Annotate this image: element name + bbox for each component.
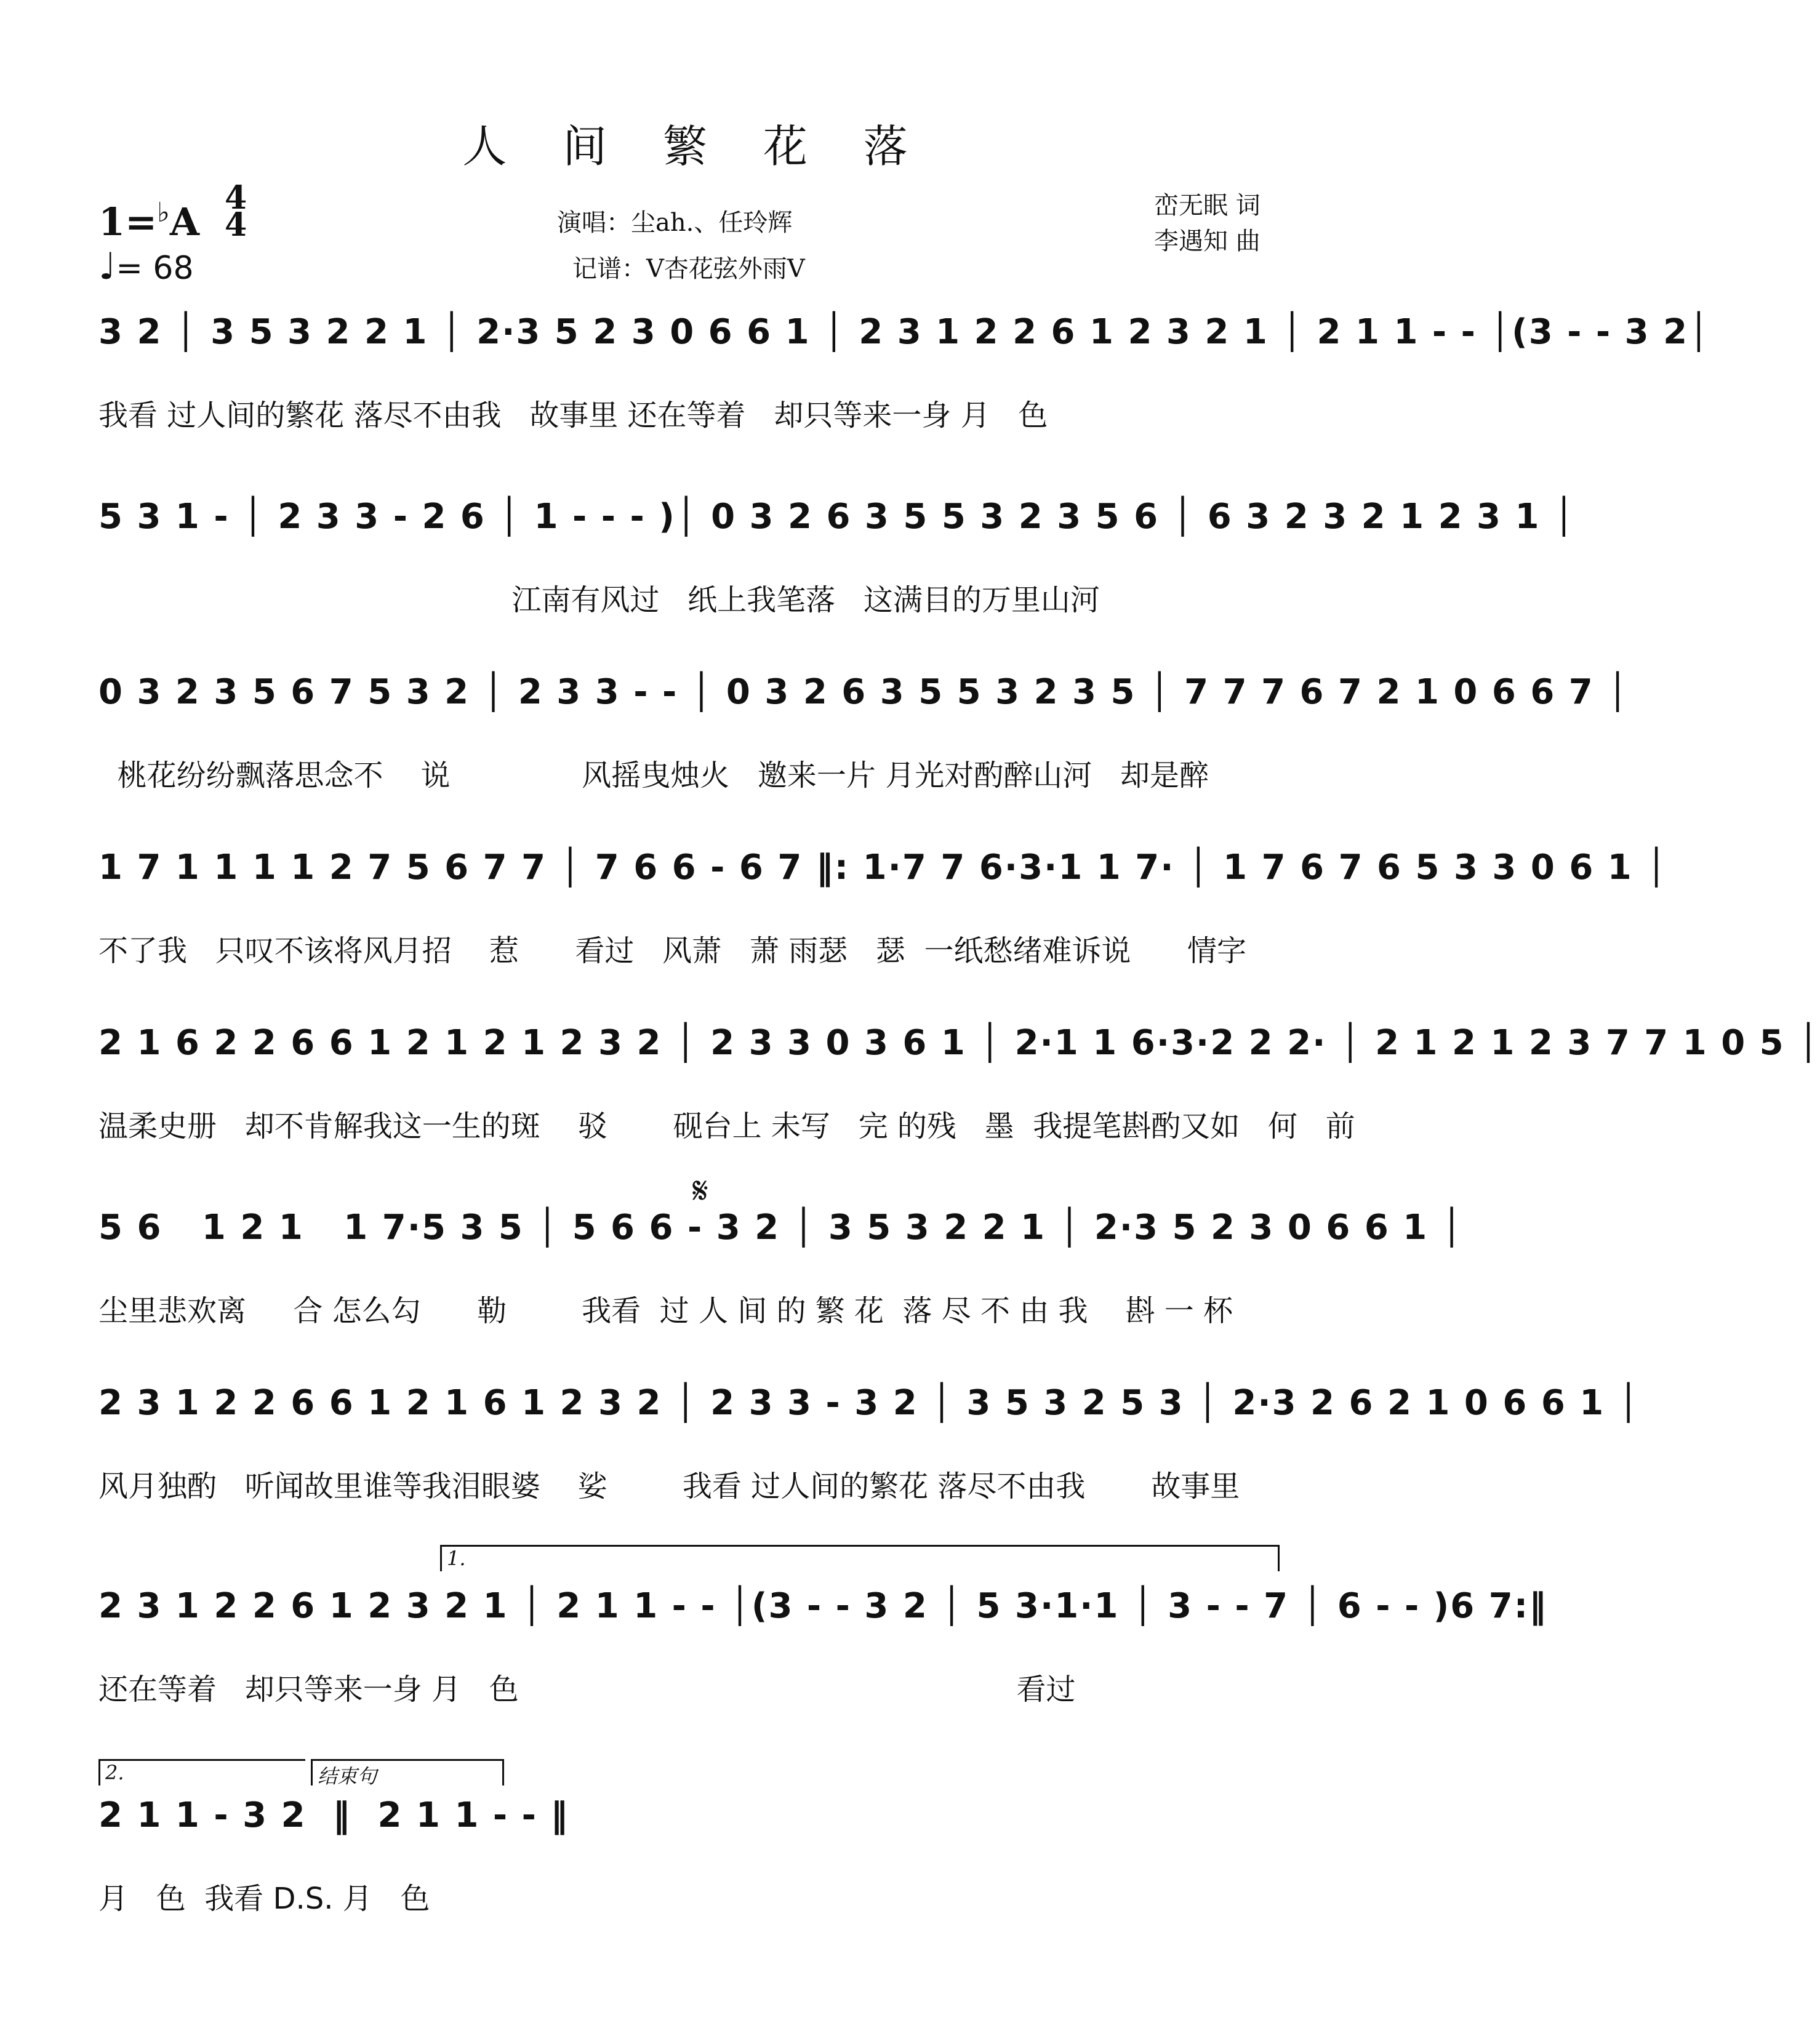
composer-credit: 李遇知 曲 <box>1154 227 1261 255</box>
staff-line-3 <box>98 668 1629 794</box>
staff-line-9 <box>98 1791 1293 1917</box>
notes-line: 2 3 1 2 2 6 6 1 2 1 6 1 2 3 2 │ 2 3 3 - 3 2 │ 3 5 3 2 5 3 │ 2·3 2 6 2 1 0 6 6 1 │ <box>98 1383 1640 1423</box>
notes-line: 2 3 1 2 2 6 1 2 3 2 1 │ 2 1 1 - - │(3 - - 3 2 │ 5 3·1·1 │ 3 - - 7 │ 6 - - )6 7:‖ <box>98 1586 1548 1626</box>
quarter-note-icon: ♩ <box>98 245 116 288</box>
notes-line: 2 1 6 2 2 6 6 1 2 1 2 1 2 3 2 │ 2 3 3 0 3 6 1 │ 2·1 1 6·3·2 2 2· │ 2 1 2 1 2 3 7 7 1 0 5 │ <box>98 1023 1820 1063</box>
volta-1-label: 1. <box>447 1547 466 1570</box>
lyricist-credit: 峦无眠 词 <box>1154 191 1261 220</box>
lyrics-line: 桃花纷纷飘落思念不 说 风摇曳烛火 邀来一片 月光对酌醉山河 却是醉 <box>98 758 1209 793</box>
lyrics-line: 我看 过人间的繁花 落尽不由我 故事里 还在等着 却只等来一身 月 色 <box>98 398 1048 433</box>
staff-line-8 <box>98 1582 1548 1708</box>
key-signature <box>98 197 199 244</box>
key-note: A <box>169 199 199 244</box>
lyrics-line: 风月独酌 听闻故里谁等我泪眼婆 娑 我看 过人间的繁花 落尽不由我 故事里 <box>98 1469 1240 1504</box>
lyrics-line: 温柔史册 却不肯解我这一生的斑 驳 砚台上 未写 完 的残 墨 我提笔斟酌又如 何 前 <box>98 1109 1355 1144</box>
lyrics-line: 还在等着 却只等来一身 月 色 看过 <box>98 1672 1076 1707</box>
time-signature <box>225 179 247 244</box>
notes-line: 2 1 1 - 3 2 ‖ 2 1 1 - - ‖ <box>98 1795 569 1835</box>
transcriber-credit: 记谱：V杏花弦外雨V <box>572 255 805 283</box>
staff-line-7 <box>98 1379 1640 1505</box>
notes-line: 0 3 2 3 5 6 7 5 3 2 │ 2 3 3 - - │ 0 3 2 6 3 5 5 3 2 3 5 │ 7 7 7 6 7 2 1 0 6 6 7 │ <box>98 672 1629 712</box>
lyrics-line: 月 色 我看 D.S. 月 色 <box>98 1882 430 1916</box>
time-top: 4 <box>225 179 247 217</box>
song-title: 人 间 繁 花 落 <box>462 121 929 172</box>
volta-2-label: 2. <box>105 1761 124 1784</box>
flat-sign: ♭ <box>157 197 170 228</box>
staff-line-2 <box>98 492 1576 619</box>
staff-line-1 <box>98 308 1710 434</box>
notes-line: 1 7 1 1 1 1 2 7 5 6 7 7 │ 7 6 6 - 6 7 ‖: 1·7 7 6·3·1 1 7· │ 1 7 6 7 6 5 3 3 0 6 1 │ <box>98 848 1668 888</box>
notes-line: 3 2 │ 3 5 3 2 2 1 │ 2·3 5 2 3 0 6 6 1 │ 2 3 1 2 2 6 1 2 3 2 1 │ 2 1 1 - - │(3 - - 3 2│ <box>98 312 1710 352</box>
staff-line-6 <box>98 1203 1464 1329</box>
staff-line-4 <box>98 843 1668 969</box>
tempo-value: = 68 <box>116 250 194 287</box>
lyrics-line: 尘里悲欢离 合 怎么勾 勒 我看 过 人 间 的 繁 花 落 尽 不 由 我 斟 一 杯 <box>98 1294 1233 1328</box>
lyrics-line: 江南有风过 纸上我笔落 这满目的万里山河 <box>98 583 1100 617</box>
lyrics-line: 不了我 只叹不该将风月招 惹 看过 风萧 萧 雨瑟 瑟 一纸愁绪难诉说 情字 <box>98 934 1246 968</box>
notes-line: 5 6 1 2 1 1 7·5 3 5 │ 5 6 6 - 3 2 │ 3 5 3 2 2 1 │ 2·3 5 2 3 0 6 6 1 │ <box>98 1208 1464 1248</box>
ending-label: 结束句 <box>318 1765 377 1788</box>
singer-credit: 演唱：尘ah.、任玲辉 <box>557 209 793 237</box>
tempo-marking <box>98 245 194 288</box>
first-ending-bracket <box>440 1545 1280 1571</box>
notes-line: 5 3 1 - │ 2 3 3 - 2 6 │ 1 - - - )│ 0 3 2 6 3 5 5 3 2 3 5 6 │ 6 3 2 3 2 1 2 3 1 │ <box>98 497 1576 537</box>
author-credits <box>1154 188 1261 259</box>
key-prefix: 1= <box>98 199 158 244</box>
ending-bracket <box>311 1759 504 1786</box>
staff-line-5 <box>98 1019 1820 1145</box>
segno-sign: 𝄋 <box>692 1169 708 1212</box>
second-ending-bracket <box>98 1759 305 1786</box>
time-bottom: 4 <box>225 206 247 244</box>
